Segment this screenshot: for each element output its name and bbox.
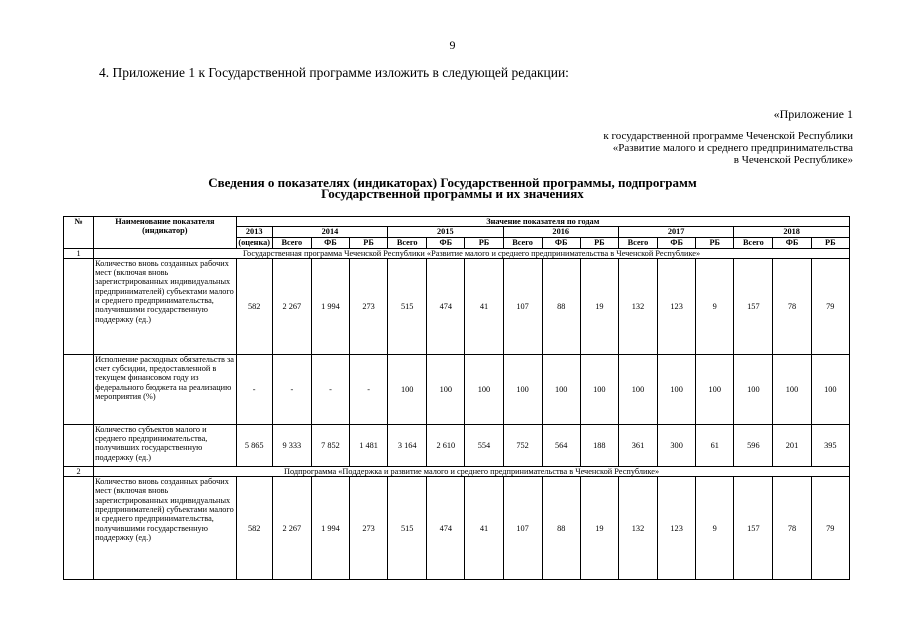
section-title: Подпрограмма «Поддержка и развитие малого и среднего предпринимательства в Чеченской Республике» [94,466,850,476]
header-2014-rb: РБ [350,237,388,248]
table-title [0,177,905,199]
value-cell: 1 994 [311,258,349,354]
indicator-name: Количество вновь созданных рабочих мест (включая вновь зарегистрированных индивидуальных предпринимателей) субъектами малого и среднего предпринимательства, получившими государственную поддержку (ед.) [94,258,237,354]
value-cell: 515 [388,258,427,354]
value-cell: 188 [580,424,618,466]
header-2016-fb: ФБ [542,237,580,248]
header-2015-fb: ФБ [427,237,465,248]
value-cell: 564 [542,424,580,466]
value-cell: 79 [811,477,849,580]
indicator-name: Количество вновь созданных рабочих мест (включая вновь зарегистрированных индивидуальных предпринимателей) субъектами малого и среднего предпринимательства, получившими государственную поддержку (ед.) [94,477,237,580]
header-indicator-name: Наименование показателя (индикатор) [94,217,237,249]
indicators-table [63,216,850,580]
table-row [64,477,850,580]
value-cell: 41 [465,258,503,354]
value-cell: 41 [465,477,503,580]
value-cell: 1 994 [311,477,349,580]
value-cell: 100 [427,354,465,424]
value-cell: 582 [236,258,272,354]
header-2016-rb: РБ [580,237,618,248]
value-cell: 7 852 [311,424,349,466]
value-cell: - [350,354,388,424]
value-cell: - [311,354,349,424]
section-number: 1 [64,248,94,258]
header-values-by-year: Значение показателя по годам [236,217,849,227]
value-cell: 100 [658,354,696,424]
value-cell: 474 [427,477,465,580]
header-2014-fb: ФБ [311,237,349,248]
table-row [64,424,850,466]
page-number: 9 [449,38,456,52]
title-line-1: Сведения о показателях (индикаторах) Государственной программы, подпрограмм [208,175,697,190]
value-cell: 19 [580,477,618,580]
section-number: 2 [64,466,94,476]
row-number-cell [64,258,94,354]
header-2017-rb: РБ [696,237,734,248]
value-cell: 9 [696,258,734,354]
intro-paragraph: 4. Приложение 1 к Государственной программе изложить в следующей редакции: [99,65,569,80]
section-row [64,248,850,258]
value-cell: 9 [696,477,734,580]
value-cell: 515 [388,477,427,580]
value-cell: 157 [734,258,773,354]
value-cell: 752 [503,424,542,466]
value-cell: 201 [773,424,811,466]
value-cell: 1 481 [350,424,388,466]
value-cell: 100 [696,354,734,424]
header-2017-total: Всего [618,237,657,248]
value-cell: 100 [465,354,503,424]
title-line-2: Государственной программы и их значениях [321,186,584,201]
appendix-line-1: «Приложение 1 [773,107,853,121]
appendix-line-4: в Чеченской Республике» [733,154,853,166]
value-cell: 273 [350,258,388,354]
value-cell: 157 [734,477,773,580]
value-cell: 107 [503,477,542,580]
value-cell: 78 [773,477,811,580]
header-2018-fb: ФБ [773,237,811,248]
value-cell: 100 [503,354,542,424]
value-cell: 3 164 [388,424,427,466]
value-cell: 100 [542,354,580,424]
value-cell: - [272,354,311,424]
value-cell: 474 [427,258,465,354]
row-number-cell [64,477,94,580]
value-cell: 596 [734,424,773,466]
value-cell: 79 [811,258,849,354]
appendix-label [603,108,853,166]
header-2016-total: Всего [503,237,542,248]
table-row [64,354,850,424]
header-2014-total: Всего [272,237,311,248]
appendix-line-2: к государственной программе Чеченской Республики [603,130,853,142]
value-cell: 19 [580,258,618,354]
value-cell: 9 333 [272,424,311,466]
header-year-2018: 2018 [734,227,850,237]
value-cell: 554 [465,424,503,466]
header-2017-fb: ФБ [658,237,696,248]
value-cell: 5 865 [236,424,272,466]
value-cell: 395 [811,424,849,466]
header-2018-rb: РБ [811,237,849,248]
value-cell: 300 [658,424,696,466]
value-cell: 88 [542,258,580,354]
value-cell: 88 [542,477,580,580]
value-cell: 2 610 [427,424,465,466]
value-cell: 273 [350,477,388,580]
value-cell: 100 [734,354,773,424]
value-cell: 78 [773,258,811,354]
indicator-name: Исполнение расходных обязательств за счет субсидии, предоставленной в текущем финансовом году из федерального бюджета на реализацию мероприятия (%) [94,354,237,424]
header-year-2016: 2016 [503,227,618,237]
header-2013-estimate: (оценка) [236,237,272,248]
value-cell: 2 267 [272,477,311,580]
table-row [64,258,850,354]
value-cell: 361 [618,424,657,466]
value-cell: 100 [811,354,849,424]
value-cell: 123 [658,258,696,354]
header-2015-rb: РБ [465,237,503,248]
section-row [64,466,850,476]
value-cell: 582 [236,477,272,580]
header-2018-total: Всего [734,237,773,248]
value-cell: 132 [618,477,657,580]
section-title: Государственная программа Чеченской Республики «Развитие малого и среднего предпринимательства в Чеченской Республике» [94,248,850,258]
value-cell: 132 [618,258,657,354]
row-number-cell [64,354,94,424]
value-cell: 100 [618,354,657,424]
header-year-2013: 2013 [236,227,272,237]
value-cell: - [236,354,272,424]
value-cell: 100 [580,354,618,424]
header-number: № [64,217,94,249]
header-year-2015: 2015 [388,227,503,237]
header-2015-total: Всего [388,237,427,248]
indicator-name: Количество субъектов малого и среднего предпринимательства, получивших государственную поддержку (ед.) [94,424,237,466]
value-cell: 123 [658,477,696,580]
value-cell: 100 [773,354,811,424]
row-number-cell [64,424,94,466]
value-cell: 107 [503,258,542,354]
value-cell: 2 267 [272,258,311,354]
appendix-line-3: «Развитие малого и среднего предпринимательства [612,142,853,154]
value-cell: 61 [696,424,734,466]
header-year-2014: 2014 [272,227,387,237]
value-cell: 100 [388,354,427,424]
header-year-2017: 2017 [618,227,733,237]
